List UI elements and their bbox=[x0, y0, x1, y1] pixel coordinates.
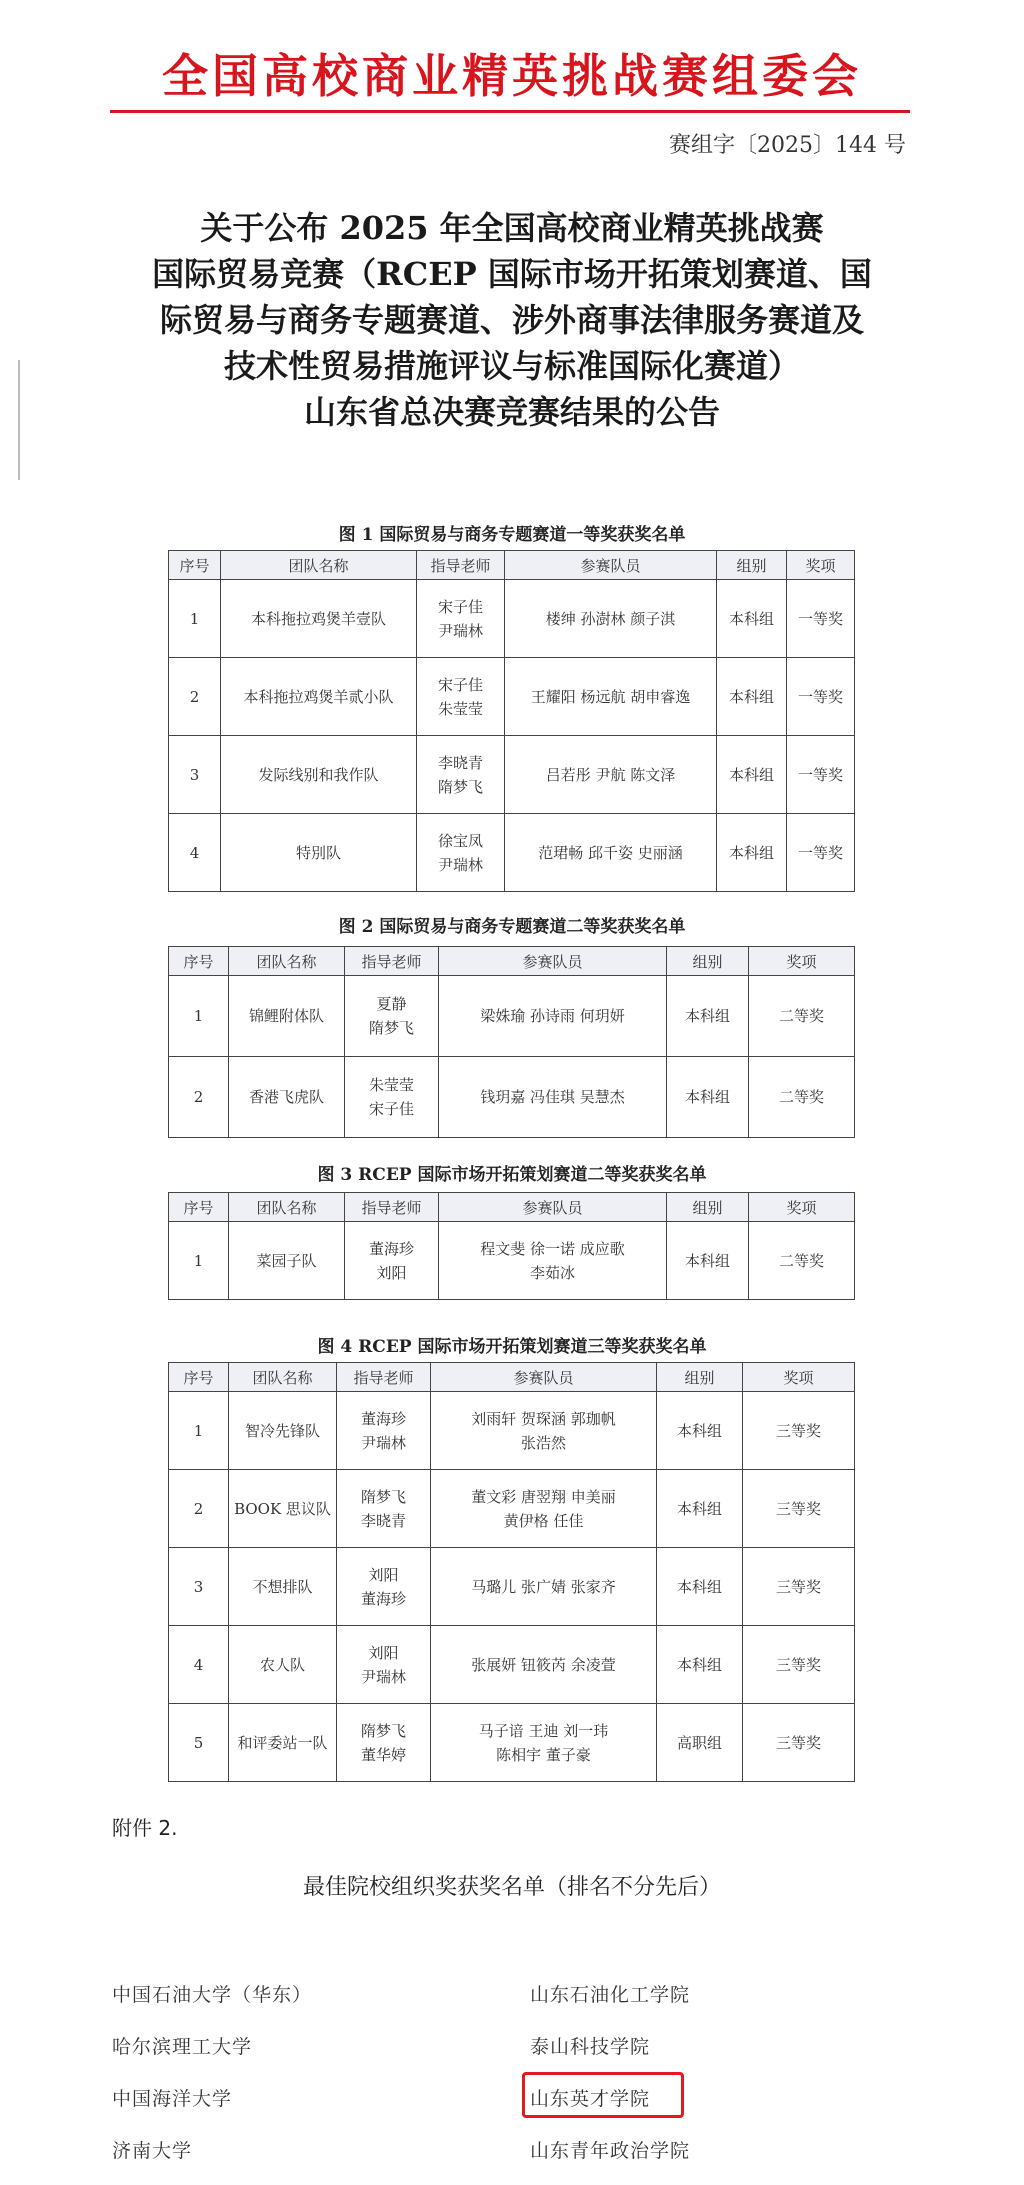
column-header: 指导老师 bbox=[337, 1363, 431, 1392]
column-header: 奖项 bbox=[749, 947, 855, 976]
group-cell: 高职组 bbox=[657, 1704, 743, 1782]
row-number-cell: 2 bbox=[169, 1470, 229, 1548]
advisors-cell: 徐宝凤 尹瑞林 bbox=[417, 814, 505, 892]
school-name: 哈尔滨理工大学 bbox=[112, 2036, 253, 2058]
column-header: 序号 bbox=[169, 1363, 229, 1392]
table-caption: 图 4 RCEP 国际市场开拓策划赛道三等奖获奖名单 bbox=[317, 1337, 707, 1357]
school-name: 山东青年政治学院 bbox=[530, 2140, 691, 2162]
team-members-cell: 马子谙 王迪 刘一玮 陈相宇 董子豪 bbox=[431, 1704, 657, 1782]
advisors-cell: 隋梦飞 董华婷 bbox=[337, 1704, 431, 1782]
team-name-cell: 发际线别和我作队 bbox=[221, 736, 417, 814]
column-header: 组别 bbox=[717, 551, 787, 580]
team-name-cell: 锦鲤附体队 bbox=[229, 976, 345, 1057]
advisors-cell: 刘阳 董海珍 bbox=[337, 1548, 431, 1626]
row-number-cell: 2 bbox=[169, 658, 221, 736]
notice-title-line: 国际贸易竞赛（RCEP 国际市场开拓策划赛道、国 bbox=[152, 255, 872, 293]
row-number-cell: 5 bbox=[169, 1704, 229, 1782]
team-members-cell: 张展妍 钮筱芮 余凌萱 bbox=[431, 1626, 657, 1704]
group-cell: 本科组 bbox=[667, 1057, 749, 1138]
award-cell: 三等奖 bbox=[743, 1392, 855, 1470]
group-cell: 本科组 bbox=[717, 580, 787, 658]
highlight-box bbox=[522, 2072, 684, 2118]
team-members-cell: 楼绅 孙澍林 颜子淇 bbox=[505, 580, 717, 658]
school-name: 泰山科技学院 bbox=[530, 2036, 651, 2058]
team-members-cell: 马璐儿 张广婧 张家齐 bbox=[431, 1548, 657, 1626]
award-table-2 bbox=[168, 946, 855, 1138]
column-header: 团队名称 bbox=[229, 1363, 337, 1392]
table-caption: 图 1 国际贸易与商务专题赛道一等奖获奖名单 bbox=[338, 525, 686, 545]
team-members-cell: 程文斐 徐一诺 成应歌 李茹冰 bbox=[439, 1222, 667, 1300]
advisors-cell: 董海珍 刘阳 bbox=[345, 1222, 439, 1300]
table-caption: 图 3 RCEP 国际市场开拓策划赛道二等奖获奖名单 bbox=[317, 1165, 707, 1185]
table-row bbox=[169, 1392, 855, 1470]
column-header: 团队名称 bbox=[229, 1193, 345, 1222]
school-name: 济南大学 bbox=[112, 2140, 193, 2162]
row-number-cell: 4 bbox=[169, 1626, 229, 1704]
attachment-label: 附件 2. bbox=[112, 1816, 178, 1840]
team-name-cell: 本科拖拉鸡煲羊贰小队 bbox=[221, 658, 417, 736]
column-header: 组别 bbox=[657, 1363, 743, 1392]
column-header: 奖项 bbox=[743, 1363, 855, 1392]
row-number-cell: 1 bbox=[169, 1392, 229, 1470]
notice-title-line: 技术性贸易措施评议与标准国际化赛道） bbox=[223, 347, 800, 385]
group-cell: 本科组 bbox=[667, 1222, 749, 1300]
row-number-cell: 3 bbox=[169, 736, 221, 814]
table-row bbox=[169, 1548, 855, 1626]
school-name-highlighted: 山东英才学院 bbox=[530, 2088, 651, 2110]
notice-title bbox=[0, 205, 1024, 435]
table-row bbox=[169, 1057, 855, 1138]
team-name-cell: 智冷先锋队 bbox=[229, 1392, 337, 1470]
notice-title-line: 关于公布 2025 年全国高校商业精英挑战赛 bbox=[200, 209, 824, 247]
column-header: 团队名称 bbox=[229, 947, 345, 976]
advisors-cell: 李晓青 隋梦飞 bbox=[417, 736, 505, 814]
team-name-cell: 本科拖拉鸡煲羊壹队 bbox=[221, 580, 417, 658]
team-name-cell: 香港飞虎队 bbox=[229, 1057, 345, 1138]
team-name-cell: 和评委站一队 bbox=[229, 1704, 337, 1782]
table-row bbox=[169, 736, 855, 814]
team-name-cell: 菜园子队 bbox=[229, 1222, 345, 1300]
advisors-cell: 宋子佳 尹瑞林 bbox=[417, 580, 505, 658]
team-members-cell: 梁姝瑜 孙诗雨 何玥妍 bbox=[439, 976, 667, 1057]
advisors-cell: 董海珍 尹瑞林 bbox=[337, 1392, 431, 1470]
award-table-1 bbox=[168, 550, 855, 892]
table-caption: 图 2 国际贸易与商务专题赛道二等奖获奖名单 bbox=[338, 917, 686, 937]
column-header: 参赛队员 bbox=[505, 551, 717, 580]
group-cell: 本科组 bbox=[657, 1626, 743, 1704]
team-members-cell: 刘雨轩 贺琛涵 郭珈帆 张浩然 bbox=[431, 1392, 657, 1470]
award-cell: 二等奖 bbox=[749, 1222, 855, 1300]
award-cell: 二等奖 bbox=[749, 1057, 855, 1138]
column-header: 参赛队员 bbox=[431, 1363, 657, 1392]
column-header: 指导老师 bbox=[345, 947, 439, 976]
team-name-cell: BOOK 思议队 bbox=[229, 1470, 337, 1548]
team-name-cell: 农人队 bbox=[229, 1626, 337, 1704]
table-row bbox=[169, 580, 855, 658]
column-header: 指导老师 bbox=[345, 1193, 439, 1222]
team-name-cell: 特別队 bbox=[221, 814, 417, 892]
team-members-cell: 董文彩 唐翌翔 申美丽 黄伊格 任佳 bbox=[431, 1470, 657, 1548]
column-header: 序号 bbox=[169, 551, 221, 580]
row-number-cell: 1 bbox=[169, 1222, 229, 1300]
school-name: 中国海洋大学 bbox=[112, 2088, 233, 2110]
school-name: 中国石油大学（华东） bbox=[112, 1984, 313, 2006]
group-cell: 本科组 bbox=[657, 1470, 743, 1548]
team-members-cell: 王耀阳 杨远航 胡申睿逸 bbox=[505, 658, 717, 736]
table-row bbox=[169, 1626, 855, 1704]
group-cell: 本科组 bbox=[717, 658, 787, 736]
team-members-cell: 钱玥嘉 冯佳琪 吴慧杰 bbox=[439, 1057, 667, 1138]
notice-title-line: 际贸易与商务专题赛道、涉外商事法律服务赛道及 bbox=[159, 301, 864, 339]
advisors-cell: 刘阳 尹瑞林 bbox=[337, 1626, 431, 1704]
group-cell: 本科组 bbox=[667, 976, 749, 1057]
row-number-cell: 2 bbox=[169, 1057, 229, 1138]
advisors-cell: 夏静 隋梦飞 bbox=[345, 976, 439, 1057]
row-number-cell: 1 bbox=[169, 976, 229, 1057]
column-header: 组别 bbox=[667, 947, 749, 976]
table-row bbox=[169, 1470, 855, 1548]
group-cell: 本科组 bbox=[717, 736, 787, 814]
column-header: 指导老师 bbox=[417, 551, 505, 580]
table-row bbox=[169, 658, 855, 736]
group-cell: 本科组 bbox=[657, 1392, 743, 1470]
column-header: 参赛队员 bbox=[439, 1193, 667, 1222]
document-number: 赛组字〔2025〕144 号 bbox=[669, 133, 906, 158]
award-cell: 三等奖 bbox=[743, 1704, 855, 1782]
column-header: 组别 bbox=[667, 1193, 749, 1222]
best-school-award-title: 最佳院校组织奖获奖名单（排名不分先后） bbox=[302, 1875, 721, 1900]
notice-title-line: 山东省总决赛竞赛结果的公告 bbox=[303, 393, 720, 431]
award-cell: 一等奖 bbox=[787, 814, 855, 892]
table-row bbox=[169, 1222, 855, 1300]
table-row bbox=[169, 814, 855, 892]
advisors-cell: 宋子佳 朱莹莹 bbox=[417, 658, 505, 736]
award-cell: 三等奖 bbox=[743, 1626, 855, 1704]
team-name-cell: 不想排队 bbox=[229, 1548, 337, 1626]
award-cell: 三等奖 bbox=[743, 1548, 855, 1626]
advisors-cell: 隋梦飞 李晓青 bbox=[337, 1470, 431, 1548]
column-header: 团队名称 bbox=[221, 551, 417, 580]
page-edge-mark bbox=[18, 360, 20, 480]
column-header: 奖项 bbox=[749, 1193, 855, 1222]
award-cell: 二等奖 bbox=[749, 976, 855, 1057]
column-header: 奖项 bbox=[787, 551, 855, 580]
column-header: 序号 bbox=[169, 947, 229, 976]
team-members-cell: 范珺畅 邱千姿 史丽涵 bbox=[505, 814, 717, 892]
table-row bbox=[169, 1704, 855, 1782]
award-cell: 三等奖 bbox=[743, 1470, 855, 1548]
award-table-4 bbox=[168, 1362, 855, 1782]
organizer-header: 全国高校商业精英挑战赛组委会 bbox=[162, 49, 862, 103]
column-header: 序号 bbox=[169, 1193, 229, 1222]
row-number-cell: 1 bbox=[169, 580, 221, 658]
group-cell: 本科组 bbox=[657, 1548, 743, 1626]
table-row bbox=[169, 976, 855, 1057]
award-cell: 一等奖 bbox=[787, 736, 855, 814]
school-name: 山东石油化工学院 bbox=[530, 1984, 691, 2006]
column-header: 参赛队员 bbox=[439, 947, 667, 976]
award-cell: 一等奖 bbox=[787, 580, 855, 658]
group-cell: 本科组 bbox=[717, 814, 787, 892]
advisors-cell: 朱莹莹 宋子佳 bbox=[345, 1057, 439, 1138]
team-members-cell: 吕若彤 尹航 陈文泽 bbox=[505, 736, 717, 814]
award-cell: 一等奖 bbox=[787, 658, 855, 736]
row-number-cell: 3 bbox=[169, 1548, 229, 1626]
award-table-3 bbox=[168, 1192, 855, 1300]
header-divider bbox=[110, 110, 910, 113]
row-number-cell: 4 bbox=[169, 814, 221, 892]
